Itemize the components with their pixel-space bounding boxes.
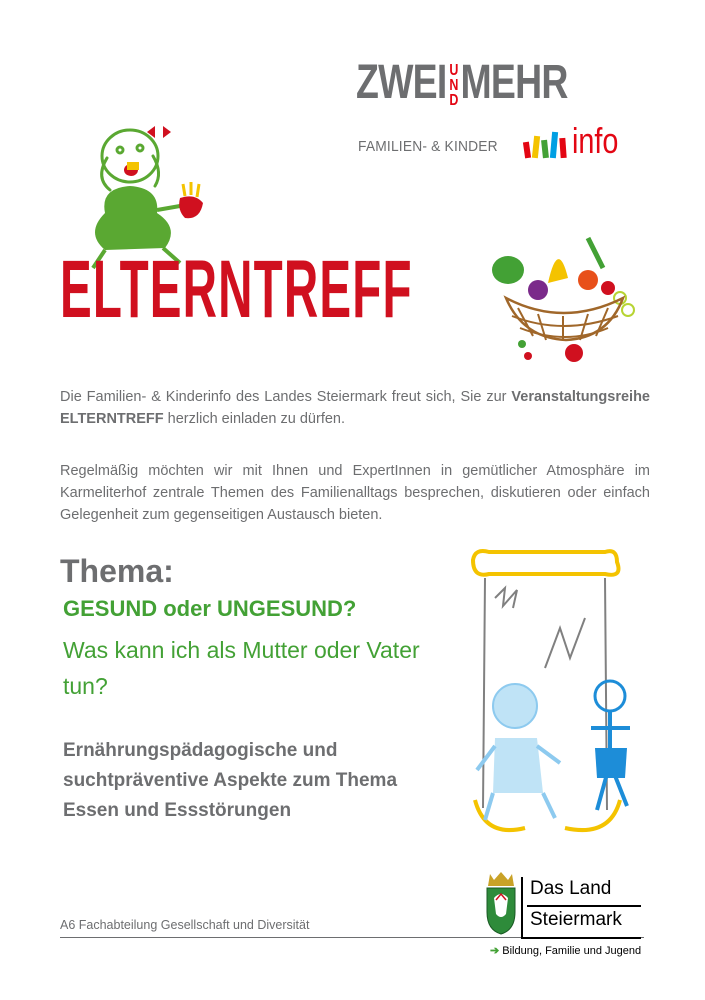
land-bottom-rule <box>521 937 641 939</box>
thema-title: GESUND oder UNGESUND? <box>63 596 357 621</box>
logo-wordmark <box>356 58 582 108</box>
logo-info: info <box>572 120 619 161</box>
intro-text: Die Familien- & Kinderinfo des Landes Steiermark freut sich, Sie zur <box>60 389 512 405</box>
footer-department: A6 Fachabteilung Gesellschaft und Diversität <box>60 918 310 932</box>
arrow-right-icon: ➔ <box>490 945 500 957</box>
fruit-basket-icon <box>488 228 648 368</box>
logo-word-right: MEHR <box>460 56 568 109</box>
land-line2: Steiermark <box>530 909 622 930</box>
logo-word-left: ZWEI <box>356 56 447 109</box>
intro-paragraph <box>60 386 650 430</box>
info-paragraph: Regelmäßig möchten wir mit Ihnen und ExpertInnen in gemütlicher Atmosphäre im Karmeliterhof zentrale Themen des Familienalltags besprechen, diskutieren oder einfach Gelegenheit zum gegenseitigen Austausch bieten. <box>60 463 650 523</box>
thema-subtitle: Was kann ich als Mutter oder Vater tun? <box>63 637 420 699</box>
logo-word-mid: UND <box>447 62 461 107</box>
land-divider <box>527 905 641 907</box>
steiermark-crest-icon <box>484 870 518 936</box>
intro-bold: Veranstaltungsreihe ELTERNTREFF <box>60 389 650 427</box>
logo-subtitle: FAMILIEN- & KINDER <box>358 138 498 155</box>
land-subtitle-text: Bildung, Familie und Jugend <box>502 945 642 957</box>
intro-text-end: herzlich einladen zu dürfen. <box>163 411 346 427</box>
logo-bars-icon <box>522 124 572 160</box>
land-line1: Das Land <box>530 878 612 899</box>
thema-label: Thema: <box>60 553 174 589</box>
page-title: ELTERNTREFF <box>60 244 413 335</box>
thema-description: Ernährungspädagogische und suchtpräventive Aspekte zum Thema Essen und Essstörungen <box>63 740 398 821</box>
land-subtitle <box>490 944 641 957</box>
mirror-family-icon <box>465 548 675 838</box>
